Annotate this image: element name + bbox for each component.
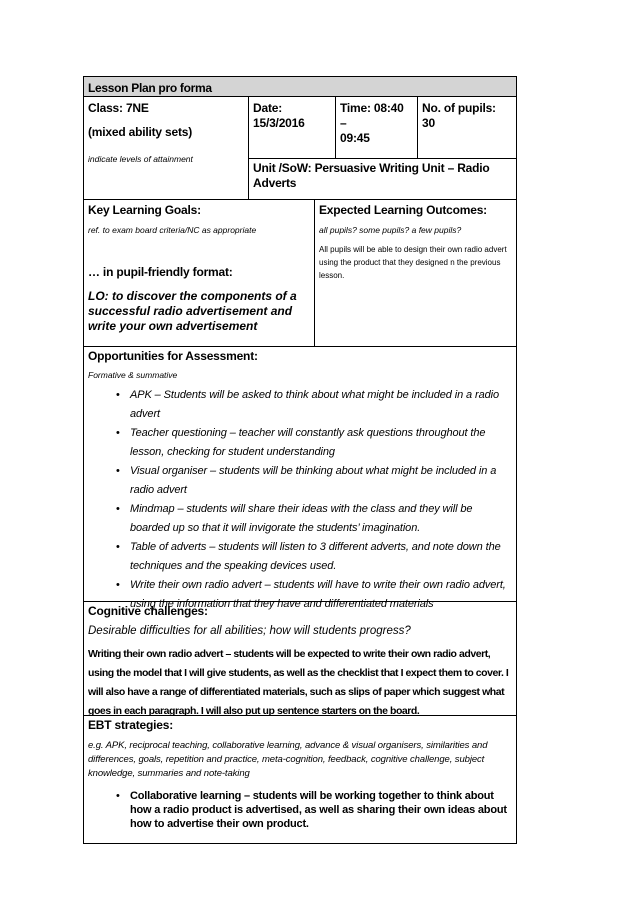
outcomes-sub: all pupils? some pupils? a few pupils? — [319, 225, 462, 235]
outcomes-text: All pupils will be able to design their own radio advert using the product that they designed n the previous lesson. — [319, 245, 507, 280]
pupils-value: 30 — [422, 116, 435, 130]
outcomes-cell — [315, 200, 516, 346]
time-value: 09:45 — [340, 131, 370, 145]
outcomes-heading: Expected Learning Outcomes: — [319, 203, 487, 217]
date-cell — [249, 97, 336, 159]
bullet-icon: • — [116, 427, 120, 439]
title-row — [83, 76, 517, 97]
bullet-icon: • — [116, 790, 120, 802]
assessment-heading: Opportunities for Assessment: — [88, 349, 258, 363]
class-sets: (mixed ability sets) — [88, 125, 193, 139]
bullet-icon: • — [116, 579, 120, 591]
list-item: • Visual organiser – students will be thinking about what might be included in a radio advert — [130, 462, 512, 500]
list-item: • Collaborative learning – students will be working together to think about how a radio product is advertised, as well as sharing their own ideas about how to advertise their own product. — [116, 790, 507, 830]
lesson-plan-table — [83, 76, 517, 844]
cognitive-heading: Cognitive challenges: — [88, 604, 208, 618]
unit-text: Unit /SoW: Persuasive Writing Unit – Radio Adverts — [253, 161, 490, 190]
pupils-cell — [418, 97, 516, 159]
key-goals-ref: ref. to exam board criteria/NC as appropriate — [88, 225, 257, 235]
key-goals-heading: Key Learning Goals: — [88, 203, 201, 217]
key-goals-cell — [84, 200, 315, 346]
unit-cell — [249, 159, 516, 199]
list-item: • Mindmap – students will share their ideas with the class and they will be boarded up so that it will invigorate the students’ imagination. — [130, 500, 512, 538]
class-note: indicate levels of attainment — [88, 154, 193, 164]
assessment-row — [83, 347, 517, 610]
cognitive-row — [83, 602, 517, 716]
learning-objective: LO: to discover the components of a successful radio advertisement and write your own advertisement — [88, 289, 297, 333]
ebt-sub: e.g. APK, reciprocal teaching, collaborative learning, advance & visual organisers, similarities and differences, goals, repetition and practice, meta-cognition, feedback, cognitive challenge, subject knowledge, summaries and note-taking — [88, 740, 488, 779]
time-cell — [336, 97, 418, 159]
list-item: • Teacher questioning – teacher will constantly ask questions throughout the lesson, checking for student understanding — [130, 424, 512, 462]
info-grid — [83, 97, 517, 200]
goals-row — [83, 200, 517, 347]
bullet-icon: • — [116, 503, 120, 515]
pupils-label: No. of pupils: — [422, 101, 496, 115]
ebt-row — [83, 716, 517, 844]
bullet-icon: • — [116, 465, 120, 477]
ebt-heading: EBT strategies: — [88, 718, 174, 732]
list-item: • Write their own radio advert – students will have to write their own radio advert, using the information that they have and differentiated materials — [130, 576, 512, 614]
list-item: • APK – Students will be asked to think about what might be included in a radio advert — [130, 386, 512, 424]
date-value: 15/3/2016 — [253, 116, 305, 130]
cognitive-text: Writing their own radio advert – students will be expected to write their own radio advert, using the model that I will give students, as well as the checklist that I expect them to cover. I will also have a range of differentiated materials, such as slips of paper which suggest what goes in each paragraph. I will also put up sentence starters on the board. — [88, 648, 509, 717]
cognitive-sub: Desirable difficulties for all abilities; how will students progress? — [88, 625, 411, 637]
pupil-friendly-label: … in pupil-friendly format: — [88, 265, 233, 279]
class-cell — [84, 97, 249, 199]
list-item: • Table of adverts – students will listen to 3 different adverts, and note down the techniques and the speaking devices used. — [130, 538, 512, 576]
page-title: Lesson Plan pro forma — [88, 81, 212, 95]
class-label: Class: 7NE — [88, 101, 149, 115]
date-label: Date: — [253, 101, 283, 115]
bullet-icon: • — [116, 389, 120, 401]
time-label: Time: 08:40 – — [340, 101, 404, 130]
ebt-list — [88, 789, 512, 831]
assessment-sub: Formative & summative — [88, 370, 178, 380]
assessment-list — [88, 386, 512, 614]
bullet-icon: • — [116, 541, 120, 553]
